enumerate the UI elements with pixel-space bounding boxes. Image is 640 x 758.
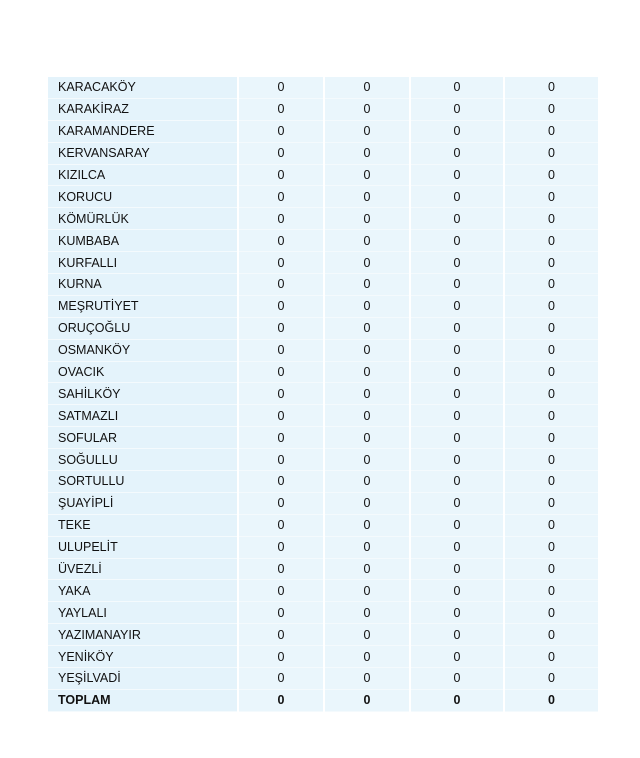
- value-cell: 0: [324, 274, 410, 296]
- value-cell: 0: [238, 602, 324, 624]
- table-row: [48, 668, 598, 690]
- value-cell: 0: [410, 120, 504, 142]
- table-row: [48, 514, 598, 536]
- value-cell: 0: [504, 405, 598, 427]
- value-cell: 0: [324, 492, 410, 514]
- table-row: [48, 492, 598, 514]
- value-cell: 0: [238, 164, 324, 186]
- table-row: [48, 580, 598, 602]
- value-cell: 0: [324, 427, 410, 449]
- village-name: ŞUAYİPLİ: [48, 492, 238, 514]
- value-cell: 0: [238, 580, 324, 602]
- value-cell: 0: [504, 624, 598, 646]
- value-cell: 0: [410, 492, 504, 514]
- value-cell: 0: [324, 624, 410, 646]
- value-cell: 0: [238, 142, 324, 164]
- value-cell: 0: [504, 252, 598, 274]
- value-cell: 0: [238, 98, 324, 120]
- value-cell: 0: [504, 230, 598, 252]
- village-name: SOĞULLU: [48, 449, 238, 471]
- value-cell: 0: [324, 120, 410, 142]
- value-cell: 0: [238, 492, 324, 514]
- value-cell: 0: [504, 120, 598, 142]
- value-cell: 0: [410, 186, 504, 208]
- value-cell: 0: [324, 449, 410, 471]
- value-cell: 0: [410, 624, 504, 646]
- value-cell: 0: [238, 252, 324, 274]
- value-cell: 0: [504, 383, 598, 405]
- value-cell: 0: [238, 383, 324, 405]
- value-cell: 0: [324, 317, 410, 339]
- table-row: [48, 252, 598, 274]
- value-cell: 0: [410, 274, 504, 296]
- table-row: [48, 120, 598, 142]
- table-row: [48, 602, 598, 624]
- table-row: [48, 558, 598, 580]
- village-name: KERVANSARAY: [48, 142, 238, 164]
- value-cell: 0: [504, 208, 598, 230]
- table-body: [48, 77, 598, 711]
- value-cell: 0: [410, 252, 504, 274]
- value-cell: 0: [410, 317, 504, 339]
- value-cell: 0: [238, 295, 324, 317]
- value-cell: 0: [324, 383, 410, 405]
- total-row: [48, 689, 598, 711]
- village-name: KIZILCA: [48, 164, 238, 186]
- table-row: [48, 361, 598, 383]
- value-cell: 0: [504, 536, 598, 558]
- value-cell: 0: [504, 602, 598, 624]
- value-cell: 0: [238, 339, 324, 361]
- village-name: KURFALLI: [48, 252, 238, 274]
- value-cell: 0: [324, 602, 410, 624]
- value-cell: 0: [324, 646, 410, 668]
- value-cell: 0: [504, 361, 598, 383]
- village-name: ULUPELİT: [48, 536, 238, 558]
- value-cell: 0: [410, 558, 504, 580]
- village-name: YAKA: [48, 580, 238, 602]
- value-cell: 0: [410, 514, 504, 536]
- value-cell: 0: [324, 186, 410, 208]
- value-cell: 0: [324, 252, 410, 274]
- value-cell: 0: [410, 536, 504, 558]
- value-cell: 0: [410, 295, 504, 317]
- value-cell: 0: [238, 646, 324, 668]
- value-cell: 0: [324, 558, 410, 580]
- value-cell: 0: [324, 580, 410, 602]
- value-cell: 0: [324, 405, 410, 427]
- village-name: KUMBABA: [48, 230, 238, 252]
- table-row: [48, 339, 598, 361]
- value-cell: 0: [504, 339, 598, 361]
- value-cell: 0: [504, 186, 598, 208]
- value-cell: 0: [238, 317, 324, 339]
- value-cell: 0: [410, 361, 504, 383]
- value-cell: 0: [504, 427, 598, 449]
- total-value: 0: [238, 689, 324, 711]
- value-cell: 0: [324, 98, 410, 120]
- village-name: TEKE: [48, 514, 238, 536]
- value-cell: 0: [238, 668, 324, 690]
- value-cell: 0: [410, 580, 504, 602]
- village-name: MEŞRUTİYET: [48, 295, 238, 317]
- value-cell: 0: [238, 230, 324, 252]
- village-name: SATMAZLI: [48, 405, 238, 427]
- village-name: KURNA: [48, 274, 238, 296]
- value-cell: 0: [238, 514, 324, 536]
- value-cell: 0: [504, 295, 598, 317]
- village-name: SOFULAR: [48, 427, 238, 449]
- village-name: OVACIK: [48, 361, 238, 383]
- value-cell: 0: [410, 77, 504, 98]
- value-cell: 0: [238, 427, 324, 449]
- value-cell: 0: [504, 164, 598, 186]
- value-cell: 0: [410, 142, 504, 164]
- table-row: [48, 471, 598, 493]
- table-row: [48, 405, 598, 427]
- value-cell: 0: [238, 77, 324, 98]
- value-cell: 0: [410, 339, 504, 361]
- value-cell: 0: [238, 208, 324, 230]
- village-name: KARAMANDERE: [48, 120, 238, 142]
- village-name: ÜVEZLİ: [48, 558, 238, 580]
- village-name: KARAKİRAZ: [48, 98, 238, 120]
- table-row: [48, 98, 598, 120]
- table-row: [48, 208, 598, 230]
- value-cell: 0: [324, 536, 410, 558]
- table-row: [48, 186, 598, 208]
- value-cell: 0: [238, 186, 324, 208]
- table-row: [48, 383, 598, 405]
- village-name: YAYLALI: [48, 602, 238, 624]
- table-row: [48, 77, 598, 98]
- village-table: [48, 77, 598, 712]
- value-cell: 0: [324, 77, 410, 98]
- value-cell: 0: [504, 514, 598, 536]
- value-cell: 0: [504, 580, 598, 602]
- value-cell: 0: [504, 274, 598, 296]
- value-cell: 0: [410, 427, 504, 449]
- value-cell: 0: [324, 164, 410, 186]
- table-row: [48, 624, 598, 646]
- value-cell: 0: [238, 624, 324, 646]
- value-cell: 0: [324, 668, 410, 690]
- value-cell: 0: [410, 164, 504, 186]
- village-name: ORUÇOĞLU: [48, 317, 238, 339]
- value-cell: 0: [504, 471, 598, 493]
- village-name: KÖMÜRLÜK: [48, 208, 238, 230]
- value-cell: 0: [410, 98, 504, 120]
- value-cell: 0: [324, 339, 410, 361]
- total-label: TOPLAM: [48, 689, 238, 711]
- value-cell: 0: [238, 361, 324, 383]
- table-row: [48, 295, 598, 317]
- value-cell: 0: [410, 449, 504, 471]
- village-name: YAZIMANAYIR: [48, 624, 238, 646]
- table-row: [48, 317, 598, 339]
- value-cell: 0: [324, 514, 410, 536]
- village-name: SORTULLU: [48, 471, 238, 493]
- table-row: [48, 646, 598, 668]
- value-cell: 0: [410, 646, 504, 668]
- value-cell: 0: [324, 208, 410, 230]
- value-cell: 0: [238, 471, 324, 493]
- value-cell: 0: [238, 274, 324, 296]
- value-cell: 0: [410, 405, 504, 427]
- village-name: KORUCU: [48, 186, 238, 208]
- value-cell: 0: [504, 98, 598, 120]
- value-cell: 0: [324, 361, 410, 383]
- value-cell: 0: [504, 77, 598, 98]
- value-cell: 0: [238, 558, 324, 580]
- value-cell: 0: [410, 208, 504, 230]
- total-value: 0: [324, 689, 410, 711]
- table-row: [48, 274, 598, 296]
- value-cell: 0: [238, 536, 324, 558]
- village-name: YEŞİLVADİ: [48, 668, 238, 690]
- value-cell: 0: [324, 471, 410, 493]
- value-cell: 0: [504, 668, 598, 690]
- table-row: [48, 164, 598, 186]
- village-name: YENİKÖY: [48, 646, 238, 668]
- village-name: SAHİLKÖY: [48, 383, 238, 405]
- value-cell: 0: [238, 405, 324, 427]
- value-cell: 0: [238, 449, 324, 471]
- value-cell: 0: [504, 646, 598, 668]
- total-value: 0: [410, 689, 504, 711]
- total-value: 0: [504, 689, 598, 711]
- value-cell: 0: [504, 492, 598, 514]
- table-row: [48, 536, 598, 558]
- table-row: [48, 427, 598, 449]
- value-cell: 0: [410, 471, 504, 493]
- value-cell: 0: [410, 668, 504, 690]
- village-name: KARACAKÖY: [48, 77, 238, 98]
- value-cell: 0: [410, 383, 504, 405]
- value-cell: 0: [504, 317, 598, 339]
- value-cell: 0: [504, 142, 598, 164]
- table-row: [48, 142, 598, 164]
- table-row: [48, 449, 598, 471]
- value-cell: 0: [324, 230, 410, 252]
- value-cell: 0: [324, 142, 410, 164]
- value-cell: 0: [504, 558, 598, 580]
- table-row: [48, 230, 598, 252]
- value-cell: 0: [238, 120, 324, 142]
- village-name: OSMANKÖY: [48, 339, 238, 361]
- value-cell: 0: [324, 295, 410, 317]
- value-cell: 0: [504, 449, 598, 471]
- value-cell: 0: [410, 602, 504, 624]
- value-cell: 0: [410, 230, 504, 252]
